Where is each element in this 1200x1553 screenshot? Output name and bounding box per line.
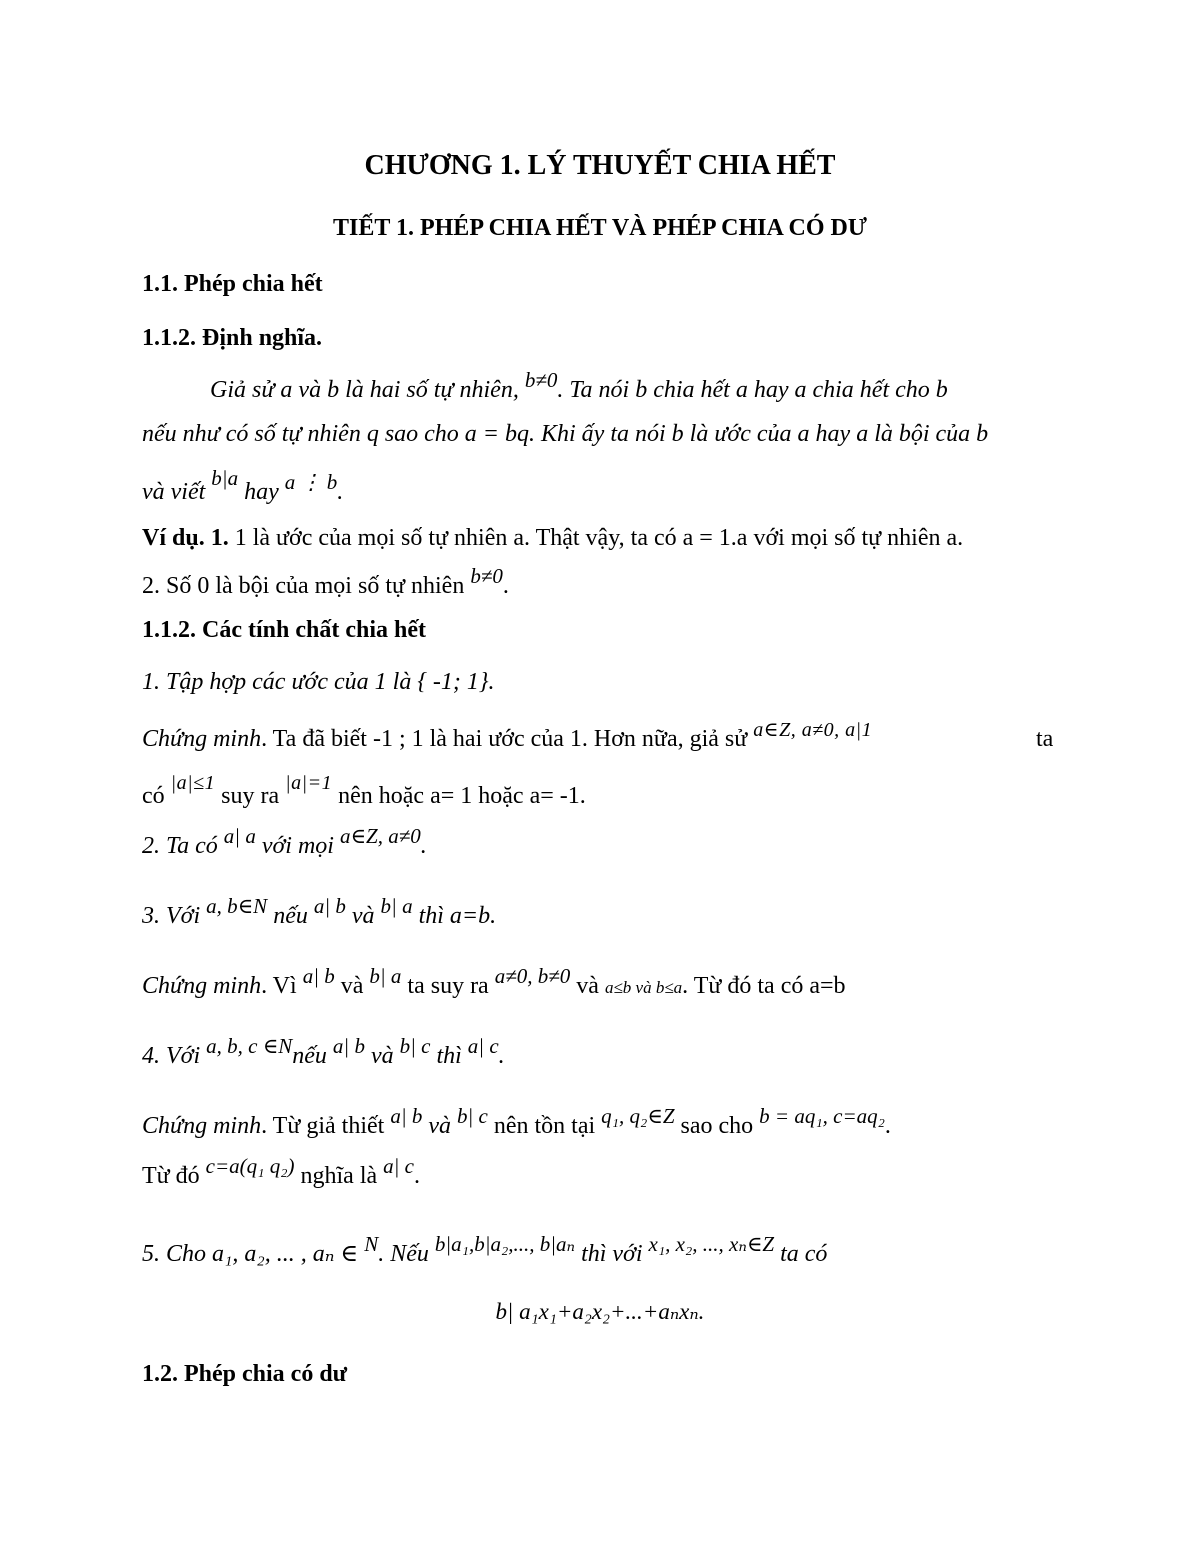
math-xi-in-z: x₁, x₂, ..., xₙ∈Z xyxy=(648,1232,775,1256)
proof-1-line-2: có $^{|a|\le 1}$ suy ra $^{|a|=1}$ nên hoặc a= 1 hoặc a= -1. xyxy=(142,772,586,809)
math-a-divides-b: a| b xyxy=(302,964,335,988)
property-5: 5. Cho a₁, a₂, ... , aₙ ∈ N. Nếu b|a₁,b|a₂,..., b|aₙ thì với x₁, x₂, ..., xₙ∈Z ta có xyxy=(142,1232,828,1267)
math-b-neq-0: b≠0 xyxy=(470,564,503,588)
math-a-in-z: a∈Z, a≠0, a|1 xyxy=(753,719,873,741)
math-a-divisible-b: a ⋮ b xyxy=(284,470,338,494)
property-5-equation: b| a₁x₁+a₂x₂+...+aₙxₙ. xyxy=(495,1299,705,1324)
example-line-1: Ví dụ. 1. 1 là ước của mọi số tự nhiên a. Thật vậy, ta có a = 1.a với mọi số tự nhiên a. xyxy=(142,525,964,551)
math-b-eq-aq1-c-eq-aq2: b = aq₁, c=aq₂ xyxy=(759,1104,885,1128)
proof-4-line-1: Chứng minh. Từ giả thiết a| b và b| c nên tồn tại q₁, q₂∈Z sao cho b = aq₁, c=aq₂. xyxy=(142,1104,891,1139)
math-a-b-c-in-n: a, b, c ∈N xyxy=(206,1034,293,1058)
proof-1-line-1-end: ta xyxy=(1036,726,1054,752)
definition-line-2: nếu như có số tự nhiên q sao cho a = bq. Khi ấy ta nói b là ước của a hay a là bội của b xyxy=(142,421,989,447)
heading-1-2: 1.2. Phép chia có dư xyxy=(142,1361,348,1387)
definition-line-1: Giả sử a và b là hai số tự nhiên, b≠0. Ta nói b chia hết a hay a chia hết cho b xyxy=(210,368,948,403)
property-2: 2. Ta có a| a với mọi a∈Z, a≠0. xyxy=(142,824,427,859)
math-a-leq-b-and-b-leq-a: a≤b và b≤a xyxy=(604,978,683,997)
math-a-b-nonzero: a≠0, b≠0 xyxy=(494,964,571,988)
math-abs-a-leq-1: |a|≤1 xyxy=(170,772,216,794)
section-title: TIẾT 1. PHÉP CHIA HẾT VÀ PHÉP CHIA CÓ DƯ xyxy=(333,215,867,241)
math-abs-a-eq-1: |a|=1 xyxy=(285,772,333,794)
math-b-divides-a: b| a xyxy=(380,894,413,918)
heading-properties: 1.1.2. Các tính chất chia hết xyxy=(142,617,426,643)
math-c-eq-a-q1-q2: c=a(q₁ q₂) xyxy=(205,1154,295,1178)
math-a-divides-b: a| b xyxy=(313,894,346,918)
math-a-divides-c: a| c xyxy=(383,1154,414,1178)
property-1: 1. Tập hợp các ước của 1 là { -1; 1}. xyxy=(142,669,495,695)
proof-3: Chứng minh. Vì a| b và b| a ta suy ra a≠0, b≠0 và a≤b và b≤a. Từ đó ta có a=b xyxy=(142,964,846,999)
math-a-b-in-n: a, b∈N xyxy=(206,894,268,918)
chapter-title: CHƯƠNG 1. LÝ THUYẾT CHIA HẾT xyxy=(364,150,836,181)
math-b-divides-ai: b|a₁,b|a₂,..., b|aₙ xyxy=(434,1232,576,1256)
proof-label: Chứng minh xyxy=(142,973,262,999)
proof-1-line-1: Chứng minh. Ta đã biết -1 ; 1 là hai ước của 1. Hơn nữa, giả sử $^{a\in Z, a\ne 0, a|1}$ xyxy=(142,719,873,752)
math-a-divides-b: a| b xyxy=(332,1034,365,1058)
math-b-divides-c: b| c xyxy=(457,1104,488,1128)
proof-label: Chứng minh xyxy=(142,1113,262,1139)
heading-definition: 1.1.2. Định nghĩa. xyxy=(142,325,323,351)
proof-4-line-2: Từ đó c=a(q₁ q₂) nghĩa là a| c. xyxy=(142,1154,420,1189)
proof-label: Chứng minh xyxy=(142,726,262,752)
math-b-divides-a: b| a xyxy=(369,964,402,988)
property-4: 4. Với a, b, c ∈Nnếu a| b và b| c thì a| c. xyxy=(142,1034,505,1069)
math-a-divides-b: a| b xyxy=(390,1104,423,1128)
property-3: 3. Với a, b∈N nếu a| b và b| a thì a=b. xyxy=(142,894,497,929)
math-b-divides-a: b|a xyxy=(211,466,239,490)
math-b-neq-0: b≠0 xyxy=(524,368,558,392)
math-q1-q2-in-z: q₁, q₂∈Z xyxy=(601,1104,675,1128)
example-label: Ví dụ. 1. xyxy=(142,525,229,551)
math-n: N xyxy=(364,1232,379,1256)
math-a-in-z-nonzero: a∈Z, a≠0 xyxy=(339,824,421,848)
heading-1-1: 1.1. Phép chia hết xyxy=(142,271,323,297)
example-line-2: 2. Số 0 là bội của mọi số tự nhiên b≠0. xyxy=(142,564,509,599)
definition-line-3: và viết b|a hay a ⋮ b. xyxy=(142,466,344,505)
math-a-divides-c: a| c xyxy=(467,1034,499,1058)
math-b-divides-c: b| c xyxy=(399,1034,431,1058)
math-a-divides-a: a| a xyxy=(223,824,256,848)
